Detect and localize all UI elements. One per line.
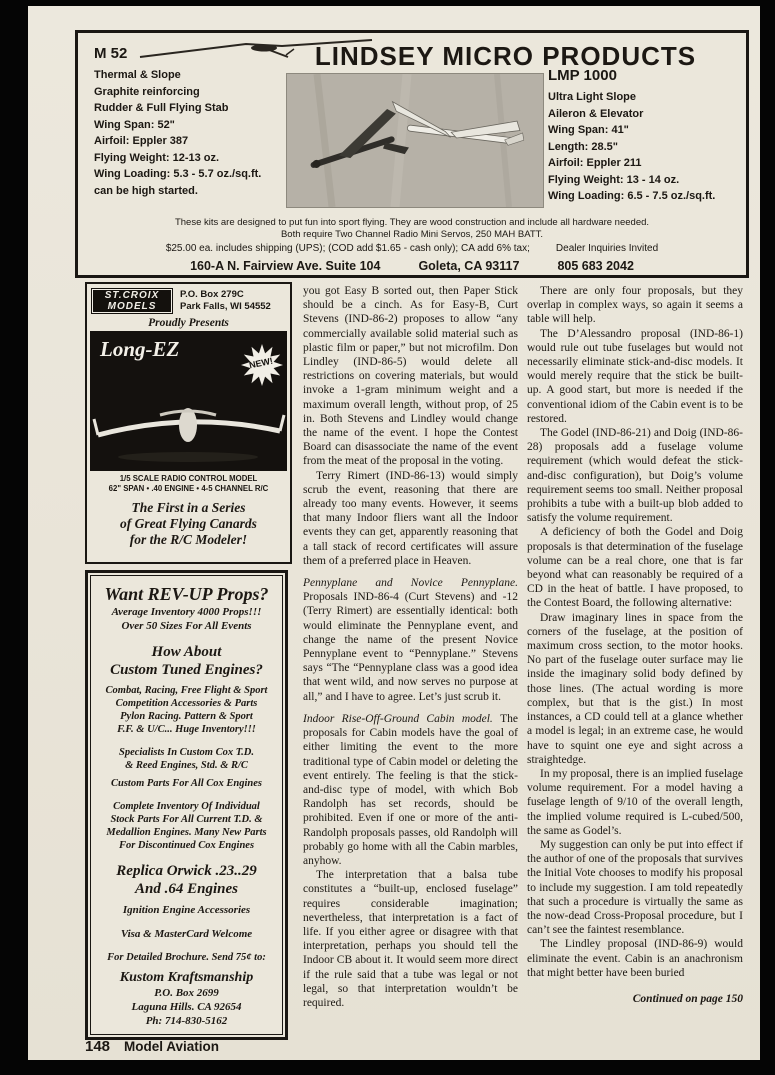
st-croix-tagline [87,500,290,548]
article-paragraph: My suggestion can only be put into effect if the author of one of the proposals that survives the Initial Vote chooses to modify his proposal to include my suggestion. I am told repeatedly that such a procedure is virtually the same as the now-dead Cross-Proposal procedure, but I can’t see the faintest resemblance. [527,838,743,937]
spec-line: Wing Span: 52" [94,118,175,131]
city-text: Goleta, CA 93117 [418,259,520,273]
rev-up-props-ad [85,570,288,1040]
address-line: P.O. Box 279C [180,289,244,300]
ad-text-line: Want REV-UP Props? [104,584,269,604]
ad-text-line: Complete Inventory Of Individual [113,801,260,812]
spec-line: Graphite reinforcing [94,85,200,98]
spec-line: Flying Weight: 12-13 oz. [94,151,220,164]
logo-line: ST.CROIX [104,290,160,301]
article-paragraph: There are only four proposals, but they overlap in complex ways, so again it seems a table will help. [527,285,743,326]
ad-text-line: Ph: 714-830-5162 [145,1015,228,1027]
article-paragraph: Terry Rimert (IND-86-13) would simply scrub the event, reasoning that there are already too many events. However, it seems that many Indoor fliers want all the Indoor events they can get, apparently reasoning that a tall stack of record certificates will assure them of a preferred place in Heaven. [303,469,518,567]
product-spec-list [94,67,294,199]
st-croix-specs [87,474,290,494]
spec-line: Wing Loading: 5.3 - 5.7 oz./sq.ft. [94,168,262,180]
article-column-right [527,284,743,1040]
ad-text-line: Medallion Engines. Many New Parts [106,827,267,838]
address-line: Park Falls, WI 54552 [180,301,271,312]
article-paragraph: Indoor Rise-Off-Ground Cabin model. The proposals for Cabin models have the goal of either limiting the event to the more traditional type of Cabin model or deleting the event entirely. The feeling is that the stick-and-disc type of model, with which Bob Randolph has set records, should be prohibited. Even if one or more of the anti-Randolph proposals passes, old Randolph will probably go home with all the Cabin marbles, anyhow. [303,712,518,867]
product-photo-image [286,73,544,208]
ad-text-line: Ignition Engine Accessories [122,904,251,916]
article-paragraph: The Lindley proposal (IND-86-9) would eliminate the event. Cabin is an anachronism that might better have been buried [527,938,743,979]
ad-notes [106,217,718,241]
ad-text-line: Replica Orwick .23..29 [116,863,257,879]
spec-line: Wing Loading: 6.5 - 7.5 oz./sq.ft. [548,190,716,202]
st-croix-address [173,289,271,313]
product-name: M 52 [94,45,128,62]
st-croix-logo [91,288,173,314]
product-name: LMP 1000 [548,67,617,84]
spec-line: Rudder & Full Flying Stab [94,102,229,114]
spec-line: Length: 28.5" [548,140,619,153]
spec-line: Airfoil: Eppler 387 [94,135,189,147]
lindsey-micro-products-ad [75,30,749,278]
dealer-text: Dealer Inquiries Invited [555,243,659,254]
new-badge-text: NEW! [248,355,274,371]
article-paragraph: The interpretation that a balsa tube constitutes a “built-up, enclosed fuselage” requires considerable imagination; nevertheless, that interpretation is a fact of life. If you either agree or disagree with that interpretation, perhaps you should tell the Indoor CB about it. It would seem more direct if the rule said that a tube was legal or not legal, so that interpretation wouldn’t be required. [303,869,518,1009]
address-text: 160-A N. Fairview Ave. Suite 104 [190,259,381,273]
st-croix-header [87,284,290,314]
ad-text-line: P.O. Box 2699 [154,987,219,999]
spec-line: Thermal & Slope [94,69,181,81]
ad-text-line: For Discontinued Cox Engines [118,840,255,851]
ad-address-row [92,259,732,273]
page-number: 148 [85,1038,111,1055]
ad-text-line: F.F. & U/C... Huge Inventory!!! [117,724,256,735]
ad-text-line: Custom Tuned Engines? [110,662,263,678]
product-lmp1000 [548,67,740,205]
ad-text-line: & Reed Engines, Std. & R/C [125,760,248,771]
spec-line: Aileron & Elevator [548,107,644,120]
proudly-presents-text: Proudly Presents [148,317,229,329]
ad-title: LINDSEY MICRO PRODUCTS [314,41,697,71]
article-paragraph: Draw imaginary lines in space from the corners of the fuselage, at the position of maximum cross section, to the motor hooks. No part of the fuselage outer surface may lie inside the imaginary solid body defined by those lines. (The actual wording is more complex, but that is the gist.) In most instances, a CD could tell at a glance whether a model is legal; in an extreme case, he would have to squint one eye and sight across a straightedge. [527,611,743,766]
ad-note-line: These kits are designed to put fun into sport flying. They are wood construction and include all hardware needed. [174,217,650,228]
pricing-text: $25.00 ea. includes shipping (UPS); (COD add $1.65 - cash only); CA add 6% tax; [165,243,530,254]
ad-text-line: Competition Accessories & Parts [115,698,258,709]
ad-text-line: And .64 Engines [135,881,238,897]
magazine-page [28,6,760,1060]
ad-text-line: For Detailed Brochure. Send 75¢ to: [107,952,266,963]
article-paragraph: In my proposal, there is an implied fuselage volume requirement. For a model having a fuselage length of 9/10 of the overall length, the implied volume required is L-cubed/500, the same as Godel’s. [527,767,743,837]
spec-line: 62" SPAN • .40 ENGINE • 4-5 CHANNEL R/C [108,484,269,493]
logo-line: MODELS [107,301,157,312]
article-paragraph: you got Easy B sorted out, then Paper Stick should be a cinch. As for Easy-B, Curt Stevens (IND-86-2) proposes to allow “any commercially available solid material such as plastic film or paper,” but not microfilm. Don Lindley (IND-86-5) would delete all restrictions on covering materials, but would invoke a 1-gram minimum weight and a maximum overall length, without prop, of 25 in. Both Stevens and Lindley would change the name of the event. I hope the Contest Board can disassociate the name of the event from the meat of the proposal in the voting. [303,285,518,468]
ad-text-line: Pylon Racing. Pattern & Sport [120,711,253,722]
ad-text-line: Average Inventory 4000 Props!!! [111,606,262,618]
ad-text-line: Kustom Kraftsmanship [119,970,254,985]
ad-text-line: Specialists In Custom Cox T.D. [119,747,254,758]
article-paragraph: A deficiency of both the Godel and Doig proposals is that determination of the fuselage volume can be a real chore, one that is far beyond what can reasonably be required of a CD in the heat of battle. I have proposed, to the Contest Board, the following alternative: [527,526,743,610]
tagline-line: of Great Flying Canards [120,516,257,531]
article-column-left [303,284,518,1040]
article-paragraph: The Godel (IND-86-21) and Doig (IND-86-28) proposals add a fuselage volume requirement (which would defeat the stick-and-disc configuration), but Doig’s volume requirement seems too small. Neither proposal prohibits a tube with a built-up blob added to satisfy the volume requirement. [527,427,743,525]
article-paragraphs [527,284,743,980]
article-paragraph: The D’Alessandro proposal (IND-86-1) would rule out tube fuselages but would not necessarily eliminate stick-and-disc models. It would merely require that the stick be built-up. A good start, but more is needed if the conventional idiom of the Cabin event is to be restored. [527,327,743,425]
spec-line: Ultra Light Slope [548,91,636,103]
phone-text: 805 683 2042 [557,259,634,273]
spec-line: Wing Span: 41" [548,124,629,136]
ad-text-line: Custom Parts For All Cox Engines [110,778,263,789]
product-spec-list [548,89,740,205]
ad-note-line: Both require Two Channel Radio Mini Servos, 250 MAH BATT. [280,229,544,240]
ad-text-line: Combat, Racing, Free Flight & Sport [105,685,268,696]
continued-on-page-text: Continued on page 150 [632,992,743,1005]
st-croix-models-ad [85,282,292,564]
article-paragraph: Pennyplane and Novice Pennyplane. Proposals IND-86-4 (Curt Stevens) and -12 (Terry Rimert) are essentially identical: both would eliminate the Pennyplane event, and change the name of the present Novice Pennyplane event to “Pennyplane.” Stevens says “The “Pennyplane class was a good idea that went wild, and now serves no purpose at all,” and I have to agree. Let’s just scrub it. [303,577,518,703]
longez-photo-image [90,331,287,471]
spec-line: Airfoil: Eppler 211 [548,157,642,169]
ad-text-line: Over 50 Sizes For All Events [121,620,252,632]
tagline-line: The First in a Series [131,500,246,515]
longez-script-text: Long-EZ [100,337,180,361]
spec-line: Flying Weight: 13 - 14 oz. [548,173,680,186]
ad-text-line: Laguna Hills. CA 92654 [131,1001,242,1013]
tagline-line: for the R/C Modeler! [129,532,248,547]
ad-text-line: Stock Parts For All Current T.D. & [110,814,263,825]
spec-line: 1/5 SCALE RADIO CONTROL MODEL [119,474,258,483]
magazine-title: Model Aviation [124,1039,220,1054]
ad-text-line: Visa & MasterCard Welcome [120,928,253,940]
product-m52 [94,45,294,199]
ad-pricing-row [92,243,732,254]
ad-text-line: How About [151,644,222,660]
page-footer [85,1038,219,1055]
spec-line: can be high started. [94,184,198,197]
